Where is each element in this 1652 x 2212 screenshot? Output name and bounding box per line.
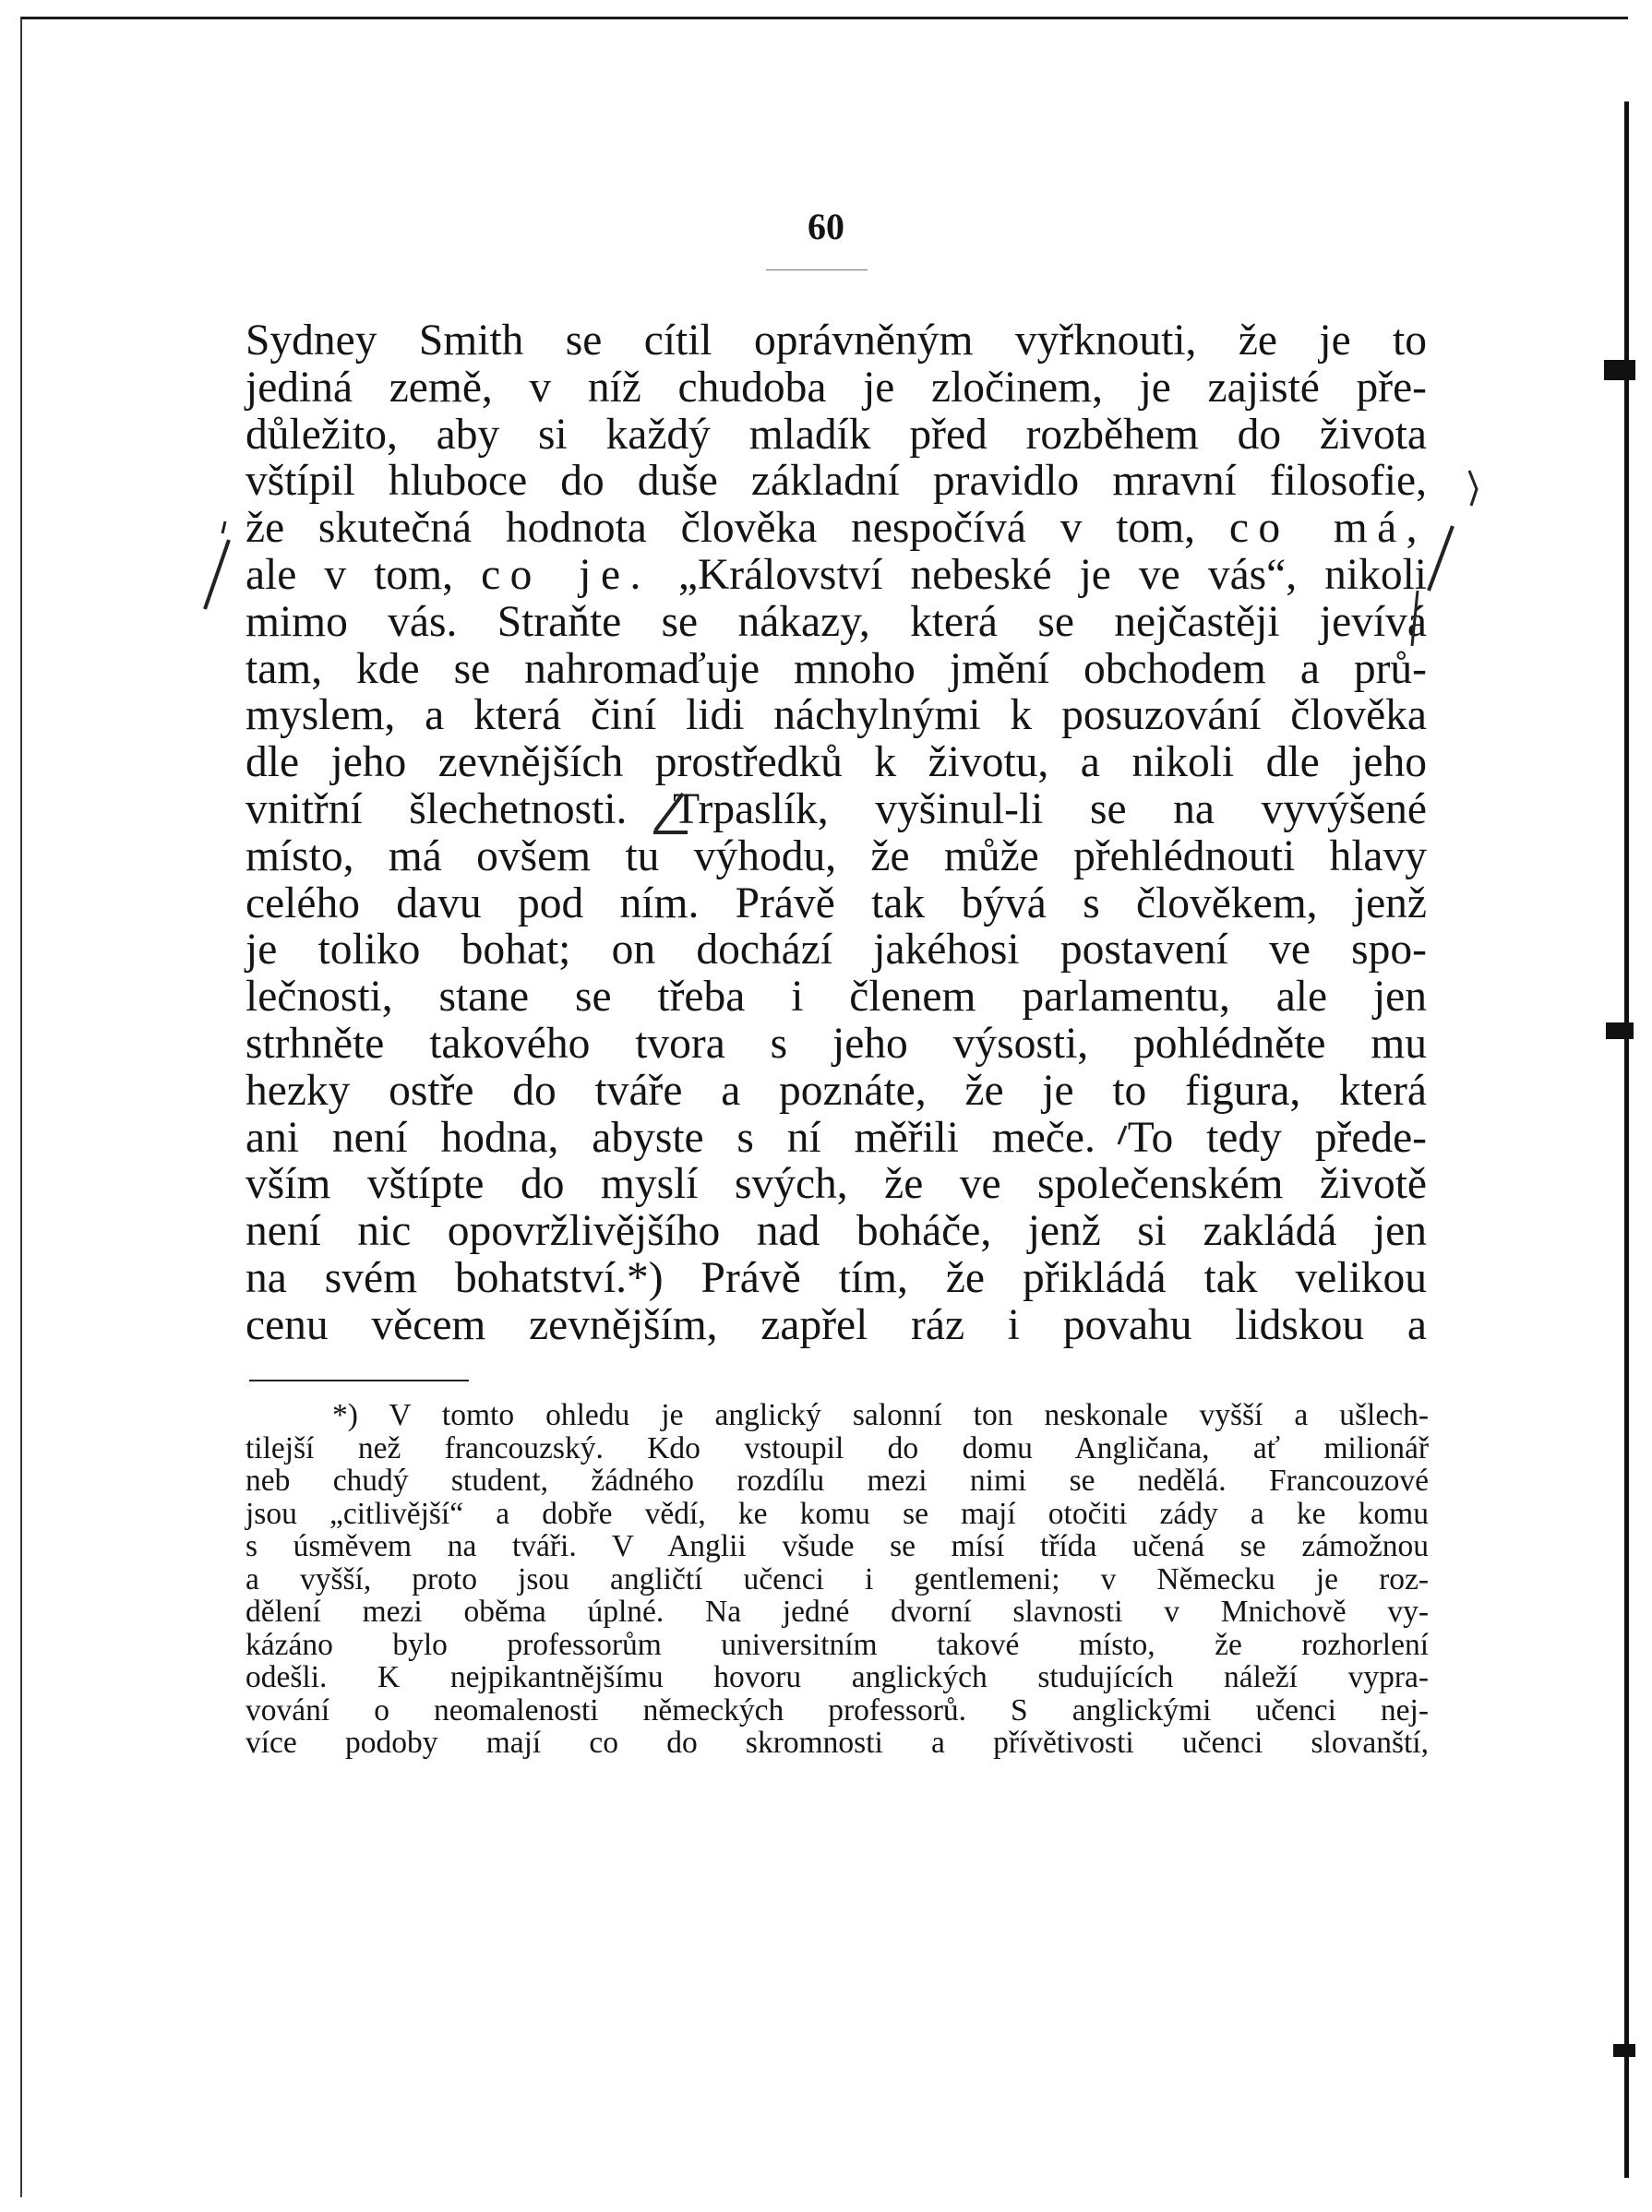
text-line: jediná země, v níž chudoba je zločinem, je zajisté pře- bbox=[245, 363, 1427, 412]
text-line: mimo vás. Straňte se nákazy, která se nejčastěji jevívá bbox=[245, 597, 1427, 646]
footnote-line: neb chudý student, žádného rozdílu mezi nimi se nedělá. Francouzové bbox=[245, 1464, 1429, 1498]
text-span: ale v tom, bbox=[245, 550, 453, 599]
text-line: je toliko bohat; on dochází jakéhosi postavení ve spo- bbox=[245, 926, 1427, 974]
footnote-line: tilejší než francouzský. Kdo vstoupil do domu Angličana, ať milionář bbox=[245, 1430, 1429, 1465]
text-line: dle jeho zevnějších prostředků k životu, a nikoli dle jeho bbox=[245, 738, 1427, 787]
text-line: vštípil hluboce do duše základní pravidlo mravní filosofie, bbox=[245, 457, 1427, 506]
page-number-rule bbox=[766, 269, 868, 270]
binding-edge bbox=[1624, 102, 1629, 2178]
footnote-line: vování o neomalenosti německých professorů. S anglickými učenci nej- bbox=[245, 1692, 1429, 1728]
footnote bbox=[245, 1399, 1429, 1760]
footnote-line: více podoby mají co do skromnosti a přívětivosti učenci slovanští, bbox=[245, 1726, 1429, 1760]
text-span: „Království nebeské je ve vás“, nikoli bbox=[677, 550, 1427, 599]
text-line: důležito, aby si každý mladík před rozběhem do života bbox=[245, 410, 1427, 459]
text-line bbox=[245, 552, 1427, 599]
text-line: na svém bohatství.*) Právě tím, že přikládá tak velikou bbox=[245, 1253, 1427, 1302]
text-line: Sydney Smith se cítil oprávněným vyřknouti, že je to bbox=[245, 317, 1427, 365]
text-line: není nic opovržlivějšího nad boháče, jenž si zakládá jen bbox=[245, 1207, 1427, 1256]
text-span: že skutečná hodnota člověka nespočívá v tom, bbox=[245, 504, 1196, 553]
text-line: lečnosti, stane se třeba i členem parlamentu, ale jen bbox=[245, 973, 1427, 1022]
footnote-line: odešli. K nejpikantnějšímu hovoru anglických studujících náleží vypra- bbox=[245, 1660, 1429, 1694]
text-line: vnitřní šlechetnosti. Trpaslík, vyšinul-li se na vyvýšené bbox=[245, 784, 1427, 833]
spaced-phrase: co má, bbox=[1228, 504, 1428, 553]
text-line: ani není hodna, abyste s ní měřili meče. To tedy přede- bbox=[245, 1113, 1427, 1162]
spaced-phrase: co je. bbox=[481, 550, 651, 599]
text-line bbox=[245, 505, 1427, 552]
footnote-line: a vyšší, proto jsou angličtí učenci i gentlemeni; v Německu je roz- bbox=[245, 1561, 1429, 1596]
text-line: vším vštípte do myslí svých, že ve společenském životě bbox=[245, 1160, 1427, 1209]
page-number: 60 bbox=[808, 206, 844, 247]
edge-mark bbox=[1606, 1022, 1634, 1039]
text-line: strhněte takového tvora s jeho výsosti, pohlédněte mu bbox=[245, 1019, 1427, 1068]
text-line: tam, kde se nahromaďuje mnoho jmění obchodem a prů- bbox=[245, 644, 1427, 693]
edge-mark bbox=[1604, 360, 1635, 380]
text-line: místo, má ovšem tu výhodu, že může přehlédnouti hlavy bbox=[245, 831, 1427, 880]
footnote-line: s úsměvem na tváři. V Anglii všude se mísí třída učená se zámožnou bbox=[245, 1529, 1429, 1563]
footnote-rule bbox=[249, 1380, 469, 1381]
footnote-line: dělení mezi oběma úplné. Na jedné dvorní slavnosti v Mnichově vy- bbox=[245, 1595, 1429, 1629]
edge-mark bbox=[1613, 2044, 1635, 2057]
text-line: myslem, a která činí lidi náchylnými k posuzování člověka bbox=[245, 691, 1427, 740]
text-line: celého davu pod ním. Právě tak bývá s člověkem, jenž bbox=[245, 879, 1427, 927]
footnote-line: jsou „citlivější“ a dobře vědí, ke komu se mají otočiti zády a ke komu bbox=[245, 1496, 1429, 1531]
text-line: cenu věcem zevnějším, zapřel ráz i povahu lidskou a bbox=[245, 1300, 1427, 1349]
body-text bbox=[245, 317, 1427, 1349]
text-line: hezky ostře do tváře a poznáte, že je to figura, která bbox=[245, 1066, 1427, 1115]
footnote-line: *) V tomto ohledu je anglický salonní ton neskonale vyšší a ušlech- bbox=[332, 1398, 1429, 1432]
footnote-line: kázáno bylo professorům universitním takové místo, že rozhorlení bbox=[245, 1627, 1429, 1662]
